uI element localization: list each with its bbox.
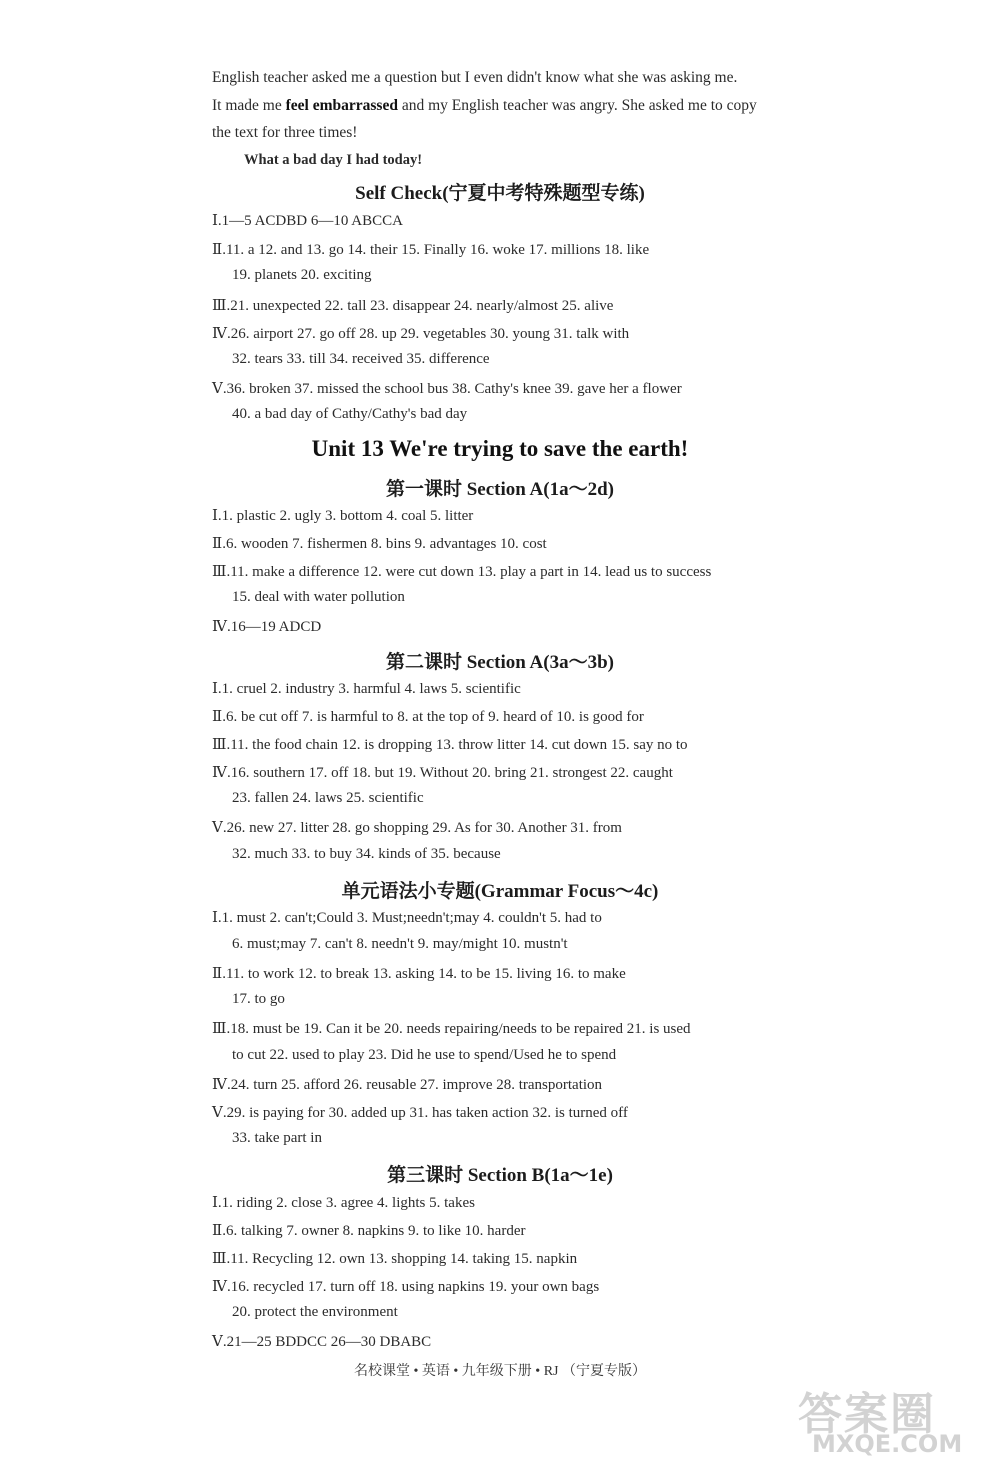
intro-line: the text for three times! xyxy=(212,124,358,141)
answer-line: Ⅲ.11. Recycling 12. own 13. shopping 14. taking 15. napkin xyxy=(212,1251,578,1267)
answer-line: Ⅲ.18. must be 19. Can it be 20. needs repairing/needs to be repaired 21. is used xyxy=(212,1021,691,1037)
intro-line: English teacher asked me a question but I even didn't know what she was asking me. xyxy=(212,69,738,86)
answer-line: Ⅲ.21. unexpected 22. tall 23. disappear 24. nearly/almost 25. alive xyxy=(212,298,614,314)
intro-closing-line: What a bad day I had today! xyxy=(244,151,423,168)
answer-line: Ⅴ.21—25 BDDCC 26—30 DBABC xyxy=(212,1334,432,1350)
answer-line: Ⅴ.36. broken 37. missed the school bus 38. Cathy's knee 39. gave her a flower xyxy=(212,381,682,397)
answer-line: Ⅰ.1. riding 2. close 3. agree 4. lights 5. takes xyxy=(212,1195,475,1211)
answer-line: Ⅰ.1—5 ACDBD 6—10 ABCCA xyxy=(212,213,403,229)
intro-line: It made me feel embarrassed and my English teacher was angry. She asked me to copy xyxy=(212,96,757,114)
lesson-2-heading: 第二课时 Section A(3a～3b) xyxy=(385,652,614,673)
answer-line: 23. fallen 24. laws 25. scientific xyxy=(232,790,424,806)
answer-line: 20. protect the environment xyxy=(232,1304,398,1320)
watermark-glyphs: 答案圈 xyxy=(798,1389,936,1440)
answer-line: 32. much 33. to buy 34. kinds of 35. because xyxy=(232,846,501,862)
answer-line: 33. take part in xyxy=(232,1130,322,1146)
composition-ending xyxy=(212,64,812,174)
watermark-logo xyxy=(792,1378,992,1466)
page-footer: 名校课堂 • 英语 • 九年级下册 • RJ （宁夏专版） xyxy=(354,1364,646,1379)
answer-line: Ⅴ.26. new 27. litter 28. go shopping 29. As for 30. Another 31. from xyxy=(212,820,622,836)
answer-line: Ⅱ.6. talking 7. owner 8. napkins 9. to like 10. harder xyxy=(212,1223,526,1239)
answer-line: 40. a bad day of Cathy/Cathy's bad day xyxy=(232,406,468,422)
answer-line: 6. must;may 7. can't 8. needn't 9. may/might 10. mustn't xyxy=(232,936,568,952)
answer-line: 19. planets 20. exciting xyxy=(232,267,372,283)
grammar-heading: 单元语法小专题(Grammar Focus～4c) xyxy=(341,881,659,902)
lesson-1-heading: 第一课时 Section A(1a～2d) xyxy=(385,479,614,500)
answer-line: Ⅲ.11. the food chain 12. is dropping 13. throw litter 14. cut down 15. say no to xyxy=(212,737,688,753)
intro-highlight: feel embarrassed xyxy=(285,96,398,114)
answer-line: Ⅲ.11. make a difference 12. were cut down 13. play a part in 14. lead us to success xyxy=(212,564,712,580)
answer-line: 17. to go xyxy=(232,991,285,1007)
answer-line: Ⅰ.1. cruel 2. industry 3. harmful 4. laws 5. scientific xyxy=(212,681,521,697)
answer-line: Ⅱ.11. to work 12. to break 13. asking 14. to be 15. living 16. to make xyxy=(212,966,626,982)
answer-line: Ⅳ.26. airport 27. go off 28. up 29. vegetables 30. young 31. talk with xyxy=(212,326,630,342)
answer-line: Ⅳ.16. recycled 17. turn off 18. using napkins 19. your own bags xyxy=(212,1279,600,1295)
answer-line: Ⅱ.6. be cut off 7. is harmful to 8. at the top of 9. heard of 10. is good for xyxy=(212,709,644,725)
answer-line: Ⅱ.6. wooden 7. fishermen 8. bins 9. advantages 10. cost xyxy=(212,536,547,552)
self-check-heading: Self Check(宁夏中考特殊题型专练) xyxy=(355,183,645,204)
answer-line: Ⅱ.11. a 12. and 13. go 14. their 15. Finally 16. woke 17. millions 18. like xyxy=(212,242,650,258)
answer-line: 32. tears 33. till 34. received 35. difference xyxy=(232,351,490,367)
answer-line: Ⅰ.1. must 2. can't;Could 3. Must;needn't;may 4. couldn't 5. had to xyxy=(212,910,602,926)
answer-line: to cut 22. used to play 23. Did he use to spend/Used he to spend xyxy=(232,1047,617,1063)
answer-line: Ⅳ.24. turn 25. afford 26. reusable 27. improve 28. transportation xyxy=(212,1077,603,1093)
answer-line: 15. deal with water pollution xyxy=(232,589,405,605)
answer-line: Ⅳ.16—19 ADCD xyxy=(212,619,322,635)
answer-line: Ⅴ.29. is paying for 30. added up 31. has taken action 32. is turned off xyxy=(212,1105,628,1121)
answer-line: Ⅳ.16. southern 17. off 18. but 19. Without 20. bring 21. strongest 22. caught xyxy=(212,765,673,781)
unit-title: Unit 13 We're trying to save the earth! xyxy=(311,436,689,461)
answer-line: Ⅰ.1. plastic 2. ugly 3. bottom 4. coal 5. litter xyxy=(212,508,474,524)
lesson-3-heading: 第三课时 Section B(1a～1e) xyxy=(387,1165,613,1186)
watermark-url: MXQE.COM xyxy=(812,1430,963,1458)
